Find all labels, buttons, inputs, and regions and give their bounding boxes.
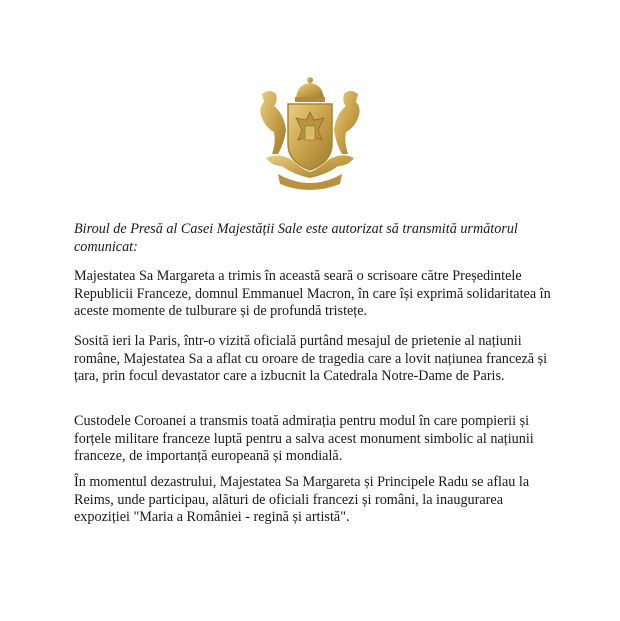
paragraph: Custodele Coroanei a transmis toată admirația pentru modul în care pompierii și forțele militare franceze luptă pentru a salva acest monument simbolic al națiunii franceze, de importanță europeană și mondială. xyxy=(74,413,534,464)
intro-statement: Biroul de Presă al Casei Majestății Sale este autorizat să transmită următorul comunicat: xyxy=(74,221,518,255)
paragraph: În momentul dezastrului, Majestatea Sa Margareta și Principele Radu se aflau la Reims, unde participau, alături de oficiali francezi și români, la inaugurarea expoziției "Maria a României - regină și artistă". xyxy=(74,474,530,525)
paragraph: Majestatea Sa Margareta a trimis în această seară o scrisoare către Președintele Republicii Franceze, domnul Emmanuel Macron, în care își exprimă solidaritatea în aceste momente de tulburare și de profundă tristețe. xyxy=(74,268,551,319)
coat-of-arms-icon xyxy=(248,74,372,194)
paragraph: Sosită ieri la Paris, într-o vizită oficială purtând mesajul de prietenie al națiunii române, Majestatea Sa a aflat cu oroare de tragedia care a lovit națiunea franceză și țara, prin focul devastator care a izbucnit la Catedrala Notre-Dame de Paris. xyxy=(74,333,548,384)
